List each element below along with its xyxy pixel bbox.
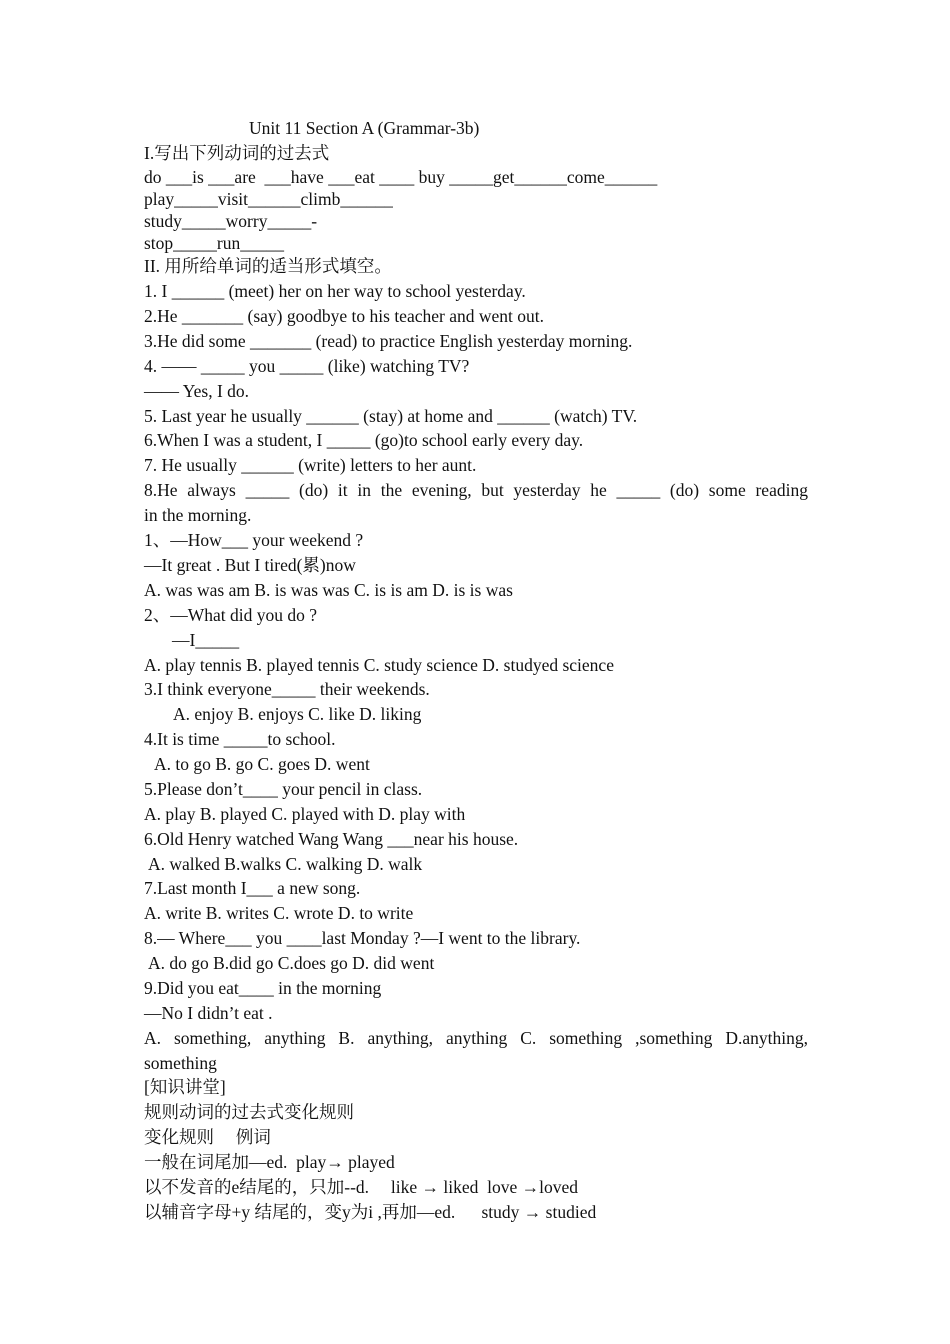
part1-line: play_____visit______climb______ xyxy=(144,189,393,209)
rule-row: 以辅音字母+y 结尾的，变y为i ,再加—ed. study → studied xyxy=(144,1202,597,1222)
part2-line: 3.He did some _______ (read) to practice English yesterday morning. xyxy=(144,331,633,351)
mc-question: 6.Old Henry watched Wang Wang ___near his house. xyxy=(144,829,519,849)
mc-question: 1、—How___ your weekend ? xyxy=(144,530,364,550)
mc-question-line: —It great . But I tired(累)now xyxy=(144,555,356,575)
mc-question: 5.Please don’t____ your pencil in class. xyxy=(144,779,423,799)
mc-question: 2、—What did you do ? xyxy=(144,605,318,625)
mc-question-line: —I_____ xyxy=(172,630,240,650)
part2-line: 6.When I was a student, I _____ (go)to school early every day. xyxy=(144,430,584,450)
knowledge-subheading: 规则动词的过去式变化规则 xyxy=(144,1102,354,1122)
mc-question: 8.— Where___ you ____last Monday ?—I went to the library. xyxy=(144,928,581,948)
part1-line: do ___is ___are ___have ___eat ____ buy _____get______come______ xyxy=(144,167,658,187)
mc-options: A. play tennis B. played tennis C. study science D. studyed science xyxy=(144,655,614,675)
rule-row: 一般在词尾加—ed. play→ played xyxy=(144,1152,395,1172)
part1-line: stop_____run_____ xyxy=(144,233,284,253)
mc-options: A. play B. played C. played with D. play with xyxy=(144,804,466,824)
part2-line: 1. I ______ (meet) her on her way to school yesterday. xyxy=(144,281,526,301)
part1-heading: I.写出下列动词的过去式 xyxy=(144,143,330,163)
mc-options: A. enjoy B. enjoys C. like D. liking xyxy=(173,704,422,724)
mc-options: A. was was am B. is was was C. is is am D. is is was xyxy=(144,580,513,600)
part2-line: 5. Last year he usually ______ (stay) at home and ______ (watch) TV. xyxy=(144,406,638,426)
mc-question: 4.It is time _____to school. xyxy=(144,729,336,749)
mc-options: A. do go B.did go C.does go D. did went xyxy=(148,953,435,973)
mc-options-continuation: something xyxy=(144,1053,217,1073)
part2-q8-line: 8.He always _____ (do) it in the evening, but yesterday he _____ (do) some reading xyxy=(144,480,808,500)
mc-question: 7.Last month I___ a new song. xyxy=(144,878,361,898)
mc-options: A. write B. writes C. wrote D. to write xyxy=(144,903,414,923)
knowledge-heading: [知识讲堂] xyxy=(144,1077,226,1097)
part2-line: —— Yes, I do. xyxy=(144,381,250,401)
mc-question: 3.I think everyone_____ their weekends. xyxy=(144,679,430,699)
part2-line: 7. He usually ______ (write) letters to her aunt. xyxy=(144,455,477,475)
mc-options: A. walked B.walks C. walking D. walk xyxy=(148,854,423,874)
part2-heading: II. 用所给单词的适当形式填空。 xyxy=(144,256,392,276)
mc-question-line: —No I didn’t eat . xyxy=(144,1003,273,1023)
mc-options: A. something, anything B. anything, anything C. something ,something D.anything, xyxy=(144,1028,808,1048)
rules-table-header: 变化规则 例词 xyxy=(144,1127,271,1147)
part1-line: study_____worry_____- xyxy=(144,211,318,231)
part2-line: 2.He _______ (say) goodbye to his teacher and went out. xyxy=(144,306,544,326)
mc-options: A. to go B. go C. goes D. went xyxy=(154,754,370,774)
part2-line: 4. —— _____ you _____ (like) watching TV? xyxy=(144,356,470,376)
mc-question: 9.Did you eat____ in the morning xyxy=(144,978,382,998)
part2-q8-continuation: in the morning. xyxy=(144,505,252,525)
page-title: Unit 11 Section A (Grammar-3b) xyxy=(249,118,480,138)
rule-row: 以不发音的e结尾的，只加--d. like → liked love →loved xyxy=(144,1177,579,1197)
